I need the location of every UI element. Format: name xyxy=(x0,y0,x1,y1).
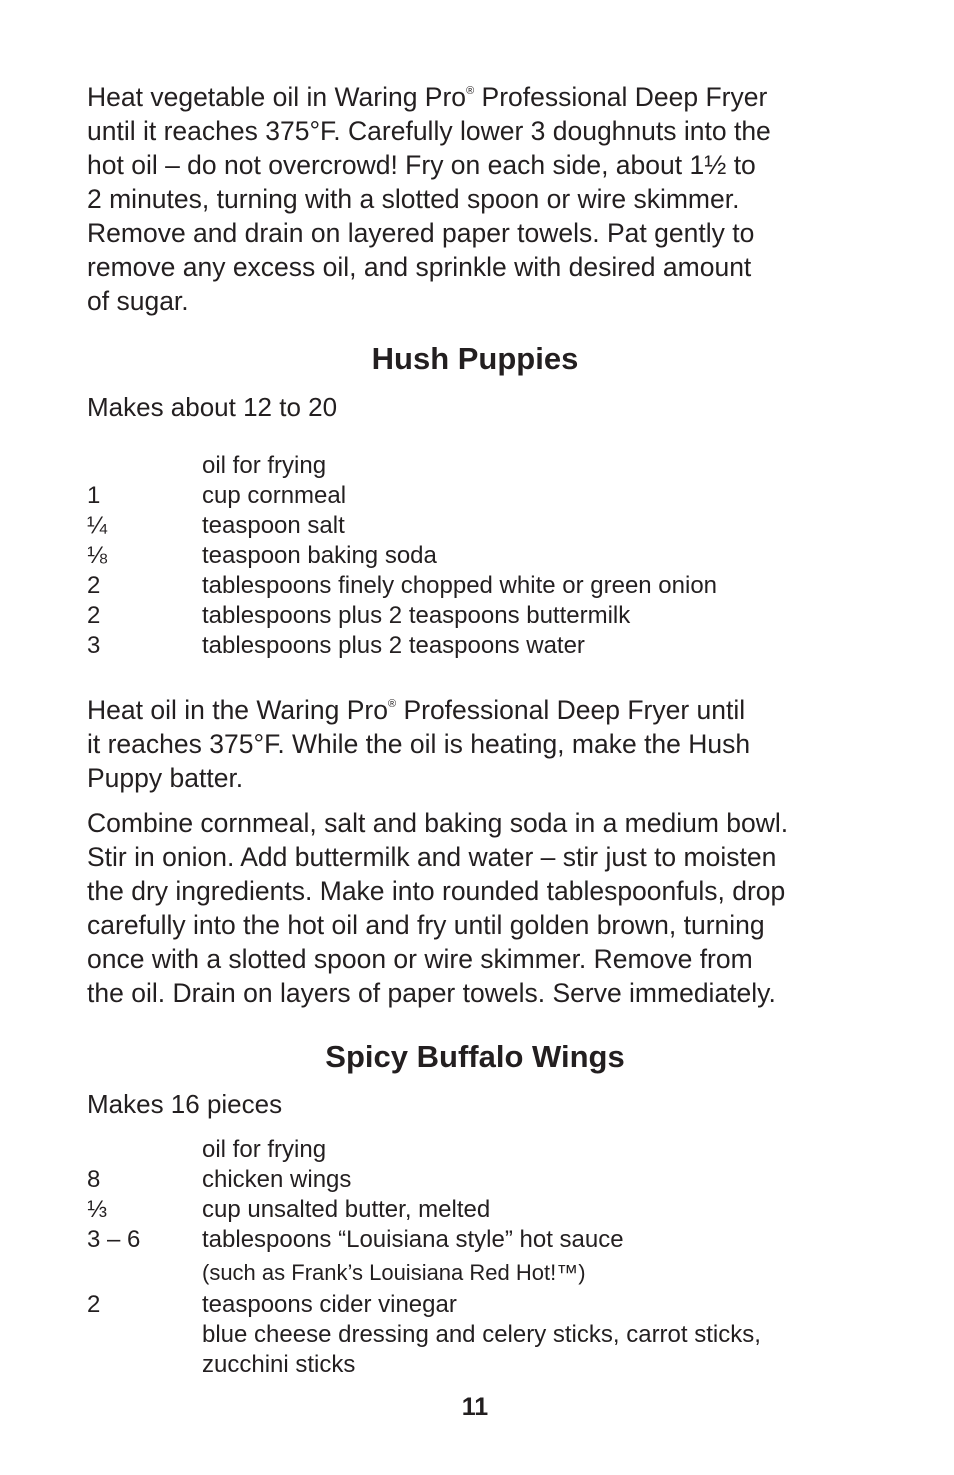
buffalo-wings-yield: Makes 16 pieces xyxy=(87,1089,283,1119)
ingredient-qty: 2 xyxy=(87,602,101,629)
buffalo-wings-title: Spicy Buffalo Wings xyxy=(325,1039,625,1074)
ingredient-qty xyxy=(87,1255,202,1290)
hush-puppies-step-1 xyxy=(87,693,877,795)
hush-puppies-ingredients xyxy=(87,451,877,661)
ingredient-qty: 3 – 6 xyxy=(87,1226,141,1253)
ingredient-row xyxy=(87,1320,877,1350)
ingredient-qty: 2 xyxy=(87,572,101,599)
ingredient-row xyxy=(87,1290,877,1320)
ingredient-text: (such as Frank’s Louisiana Red Hot!™) xyxy=(202,1260,586,1285)
ingredient-text: teaspoon salt xyxy=(202,512,345,539)
registered-mark: ® xyxy=(466,85,475,97)
ingredient-text: tablespoons “Louisiana style” hot sauce xyxy=(202,1226,624,1253)
buffalo-wings-ingredients xyxy=(87,1135,877,1380)
ingredient-text: tablespoons plus 2 teaspoons water xyxy=(202,632,585,659)
ingredient-row xyxy=(87,481,877,511)
ingredient-text: tablespoons finely chopped white or green onion xyxy=(202,572,718,599)
ingredient-text: oil for frying xyxy=(202,1136,327,1163)
ingredient-qty: ¼ xyxy=(87,512,108,539)
intro-text-start: Heat vegetable oil in Waring Pro xyxy=(87,82,467,112)
step1-text-rest: Professional Deep Fryer until it reaches 375°F. While the oil is heating, make the Hush Puppy batter. xyxy=(87,695,751,793)
ingredient-text: tablespoons plus 2 teaspoons buttermilk xyxy=(202,602,631,629)
ingredient-row xyxy=(87,1195,877,1225)
ingredient-row xyxy=(87,541,877,571)
intro-text-rest: Professional Deep Fryer until it reaches 375°F. Carefully lower 3 doughnuts into the hot oil – do not overcrowd! Fry on each side, about 1½ to 2 minutes, turning with a slotted spoon or wire skimmer. Remove and drain on layered paper towels. Pat gently to remove any excess oil, and sprinkle with desired amount of sugar. xyxy=(87,82,771,316)
ingredient-qty xyxy=(87,1350,202,1380)
ingredient-row xyxy=(87,511,877,541)
ingredient-text: oil for frying xyxy=(202,452,327,479)
ingredient-row xyxy=(87,631,877,661)
ingredient-qty: ⅛ xyxy=(87,542,108,569)
step1-text-start: Heat oil in the Waring Pro xyxy=(87,695,388,725)
ingredient-row xyxy=(87,1255,877,1290)
hush-puppies-yield: Makes about 12 to 20 xyxy=(87,392,338,422)
hush-puppies-step-2: Combine cornmeal, salt and baking soda in a medium bowl. Stir in onion. Add buttermilk and water – stir just to moisten the dry ingredients. Make into rounded tablespoonfuls, drop carefully into the hot oil and fry until golden brown, turning once with a slotted spoon or wire skimmer. Remove from the oil. Drain on layers of paper towels. Serve immediately. xyxy=(87,808,789,1008)
ingredient-qty: 1 xyxy=(87,482,101,509)
ingredient-row xyxy=(87,571,877,601)
ingredient-row xyxy=(87,601,877,631)
ingredient-row xyxy=(87,1225,877,1255)
registered-mark: ® xyxy=(387,698,397,710)
ingredient-row xyxy=(87,1135,877,1165)
ingredient-qty xyxy=(87,1135,202,1165)
ingredient-qty: 3 xyxy=(87,632,101,659)
ingredient-text: blue cheese dressing and celery sticks, carrot sticks, xyxy=(202,1321,761,1348)
ingredient-qty: 8 xyxy=(87,1166,101,1193)
hush-puppies-title: Hush Puppies xyxy=(371,341,579,376)
ingredient-text: cup cornmeal xyxy=(202,482,347,509)
page-number: 11 xyxy=(461,1393,489,1421)
ingredient-text: teaspoon baking soda xyxy=(202,542,437,569)
ingredient-qty xyxy=(87,1320,202,1350)
ingredient-row xyxy=(87,1350,877,1380)
ingredient-row xyxy=(87,451,877,481)
ingredient-qty: ⅓ xyxy=(87,1196,108,1223)
ingredient-row xyxy=(87,1165,877,1195)
ingredient-qty xyxy=(87,451,202,481)
ingredient-text: cup unsalted butter, melted xyxy=(202,1196,491,1223)
ingredient-text: teaspoons cider vinegar xyxy=(202,1291,457,1318)
doughnut-instructions xyxy=(87,80,877,318)
ingredient-text: zucchini sticks xyxy=(202,1351,356,1378)
ingredient-text: chicken wings xyxy=(202,1166,352,1193)
ingredient-qty: 2 xyxy=(87,1291,101,1318)
